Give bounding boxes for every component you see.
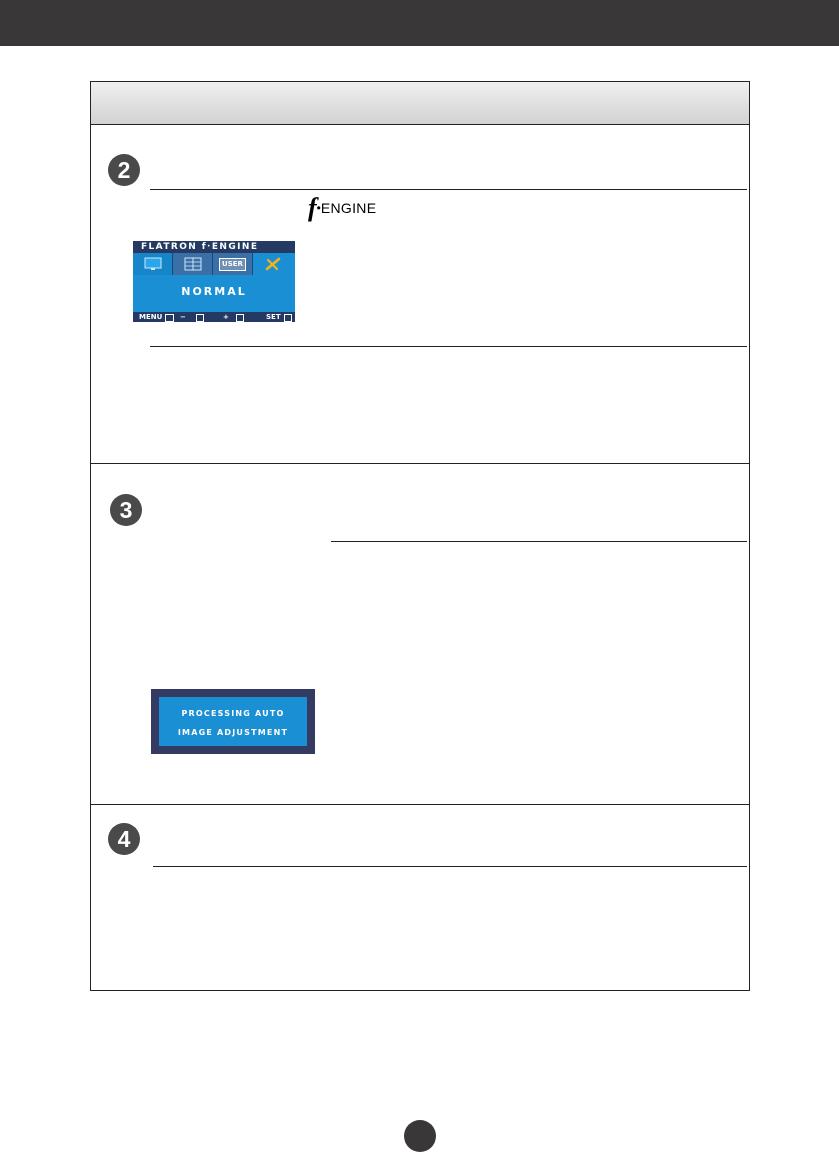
osd-auto-line1: PROCESSING AUTO xyxy=(181,709,285,718)
section-rule xyxy=(331,541,747,542)
osd-title: FLATRON f·ENGINE xyxy=(133,241,295,253)
content-frame xyxy=(90,81,750,991)
osd-menu-label: MENU xyxy=(139,313,163,321)
osd-auto-adjust-message xyxy=(151,689,315,754)
section-rule xyxy=(153,866,747,867)
frame-header xyxy=(91,82,749,125)
grid-icon xyxy=(184,257,202,271)
step-number-2: 2 xyxy=(108,154,140,186)
top-banner xyxy=(0,0,839,46)
osd-footer xyxy=(133,312,295,322)
osd-minus-label: − xyxy=(180,313,186,321)
plus-button-icon xyxy=(236,314,244,322)
step-number-3: 3 xyxy=(110,494,142,526)
step-number-4: 4 xyxy=(108,823,140,855)
minus-button-icon xyxy=(196,314,204,322)
fengine-dot: • xyxy=(316,201,321,215)
section-rule xyxy=(150,346,747,347)
osd-tab-strip xyxy=(133,253,295,275)
section-divider xyxy=(91,463,749,464)
tools-icon xyxy=(264,257,282,271)
osd-auto-adjust-panel xyxy=(159,697,307,746)
fengine-text: ENGINE xyxy=(320,200,377,216)
osd-tab-user[interactable] xyxy=(213,253,253,275)
osd-fengine-menu xyxy=(133,241,295,322)
section-divider xyxy=(91,804,749,805)
set-button-icon xyxy=(284,314,292,322)
fengine-f-glyph: f xyxy=(308,193,317,222)
osd-tab-exit[interactable] xyxy=(253,253,293,275)
osd-mode-value: NORMAL xyxy=(181,285,247,298)
section-rule xyxy=(150,189,747,190)
osd-tab-movie[interactable] xyxy=(133,253,173,275)
user-icon: USER xyxy=(219,258,246,271)
fengine-logo xyxy=(308,193,377,222)
page-number-badge xyxy=(404,1120,436,1152)
osd-tab-text[interactable] xyxy=(173,253,213,275)
menu-button-icon xyxy=(165,314,174,322)
osd-plus-label: + xyxy=(223,313,229,321)
osd-auto-line2: IMAGE ADJUSTMENT xyxy=(177,728,289,737)
monitor-icon xyxy=(144,257,162,271)
osd-set-label: SET xyxy=(266,313,281,321)
